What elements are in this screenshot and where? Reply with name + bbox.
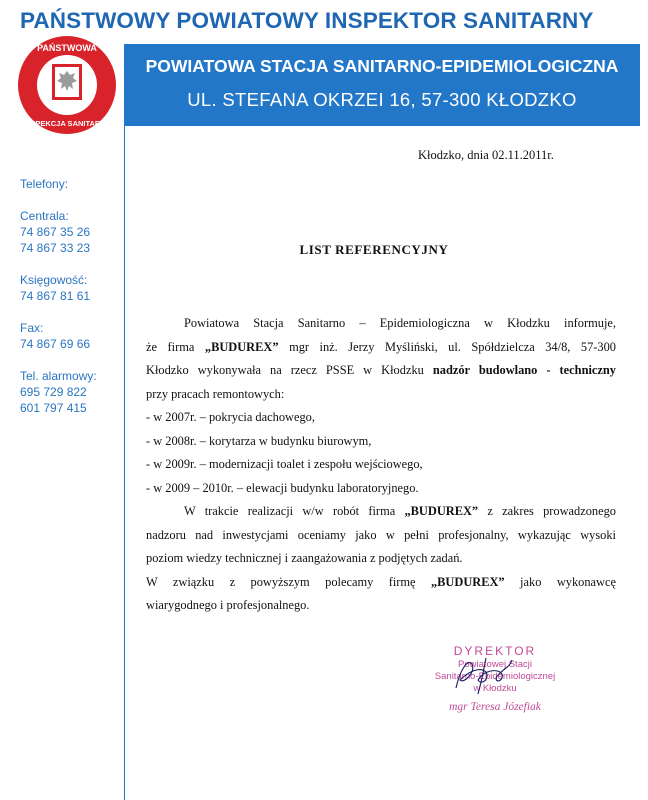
institution-name: POWIATOWA STACJA SANITARNO-EPIDEMIOLOGICZNA xyxy=(145,56,619,76)
text-span: Kłodzko wykonywała na rzecz PSSE w Kłodzku xyxy=(146,363,433,377)
stamp-title: DYREKTOR xyxy=(453,644,537,658)
inspector-title: PAŃSTWOWY POWIATOWY INSPEKTOR SANITARNY xyxy=(20,8,594,33)
p2-line1 xyxy=(146,500,616,524)
text-span: że firma xyxy=(146,339,205,354)
company-name: „BUDUREX” xyxy=(404,504,479,518)
stamp-line3: w Kłodzku xyxy=(473,683,517,694)
svg-text:PAŃSTWOWA: PAŃSTWOWA xyxy=(37,43,97,53)
company-name: „BUDUREX” xyxy=(430,574,505,589)
p2-line3: poziom wiedzy technicznej i zaangażowania z podjętych zadań. xyxy=(146,551,463,565)
alarm-phone-1: 695 729 822 xyxy=(20,385,87,399)
text-span: jako wykonawcę xyxy=(504,574,616,589)
p3-line1 xyxy=(146,571,616,595)
contact-sidebar xyxy=(20,176,120,416)
letter-date: Kłodzko, dnia 02.11.2011r. xyxy=(418,148,554,162)
svg-text:INSPEKCJA SANITARNA: INSPEKCJA SANITARNA xyxy=(22,119,112,128)
works-list-item: - w 2009 – 2010r. – elewacji budynku laboratoryjnego. xyxy=(146,480,419,495)
stamp-line2: Sanitarno-Epidemiologicznej xyxy=(434,671,556,682)
handwritten-signature xyxy=(438,650,548,698)
text-span: W trakcie realizacji w/w robót firma xyxy=(184,504,405,518)
fax-label: Fax: xyxy=(20,321,44,335)
central-label: Centrala: xyxy=(20,209,69,223)
fax-number: 74 867 69 66 xyxy=(20,337,91,351)
text-span: W związku z powyższym polecamy firmę xyxy=(146,574,431,589)
p1-line3 xyxy=(146,359,616,383)
letter-heading: LIST REFERENCYJNY xyxy=(299,242,449,257)
p1-line1: Powiatowa Stacja Sanitarno – Epidemiologiczna w Kłodzku informuje, xyxy=(184,316,616,330)
central-phone-1: 74 867 35 26 xyxy=(20,225,91,239)
works-list-item: - w 2007r. – pokrycia dachowego, xyxy=(146,410,315,424)
text-span: mgr inż. Jerzy Myśliński, ul. Spółdzielcza 34/8, 57-300 xyxy=(278,339,616,354)
works-list-item: - w 2009r. – modernizacji toalet i zespołu wejściowego, xyxy=(146,457,423,471)
supervision-type: nadzór budowlano - techniczny xyxy=(432,363,616,377)
p1-line2 xyxy=(146,336,616,360)
phones-label: Telefony: xyxy=(20,177,69,191)
sanitary-inspection-emblem xyxy=(16,34,118,136)
stamp-line1: Powiatowej Stacji xyxy=(458,659,532,670)
alarm-phone-2: 601 797 415 xyxy=(20,401,87,415)
company-name: „BUDUREX” xyxy=(204,339,279,354)
institution-address: UL. STEFANA OKRZEI 16, 57-300 KŁODZKO xyxy=(187,89,577,110)
p1-line4: przy pracach remontowych: xyxy=(146,386,285,401)
divider-line xyxy=(124,126,125,800)
accounting-label: Księgowość: xyxy=(20,273,88,287)
works-list-item: - w 2008r. – korytarza w budynku biurowym, xyxy=(146,433,372,448)
stamp-name: mgr Teresa Józefiak xyxy=(449,701,541,713)
p2-line2: nadzoru nad inwestycjami oceniamy jako w pełni profesjonalny, wykazując wysoki xyxy=(146,527,616,542)
header-banner xyxy=(124,44,640,126)
alarm-label: Tel. alarmowy: xyxy=(20,369,97,383)
text-span: z zakres prowadzonego xyxy=(478,504,617,518)
central-phone-2: 74 867 33 23 xyxy=(20,241,91,255)
accounting-phone: 74 867 81 61 xyxy=(20,289,91,303)
letter-body xyxy=(146,312,616,618)
p3-line2: wiarygodnego i profesjonalnego. xyxy=(146,598,310,612)
